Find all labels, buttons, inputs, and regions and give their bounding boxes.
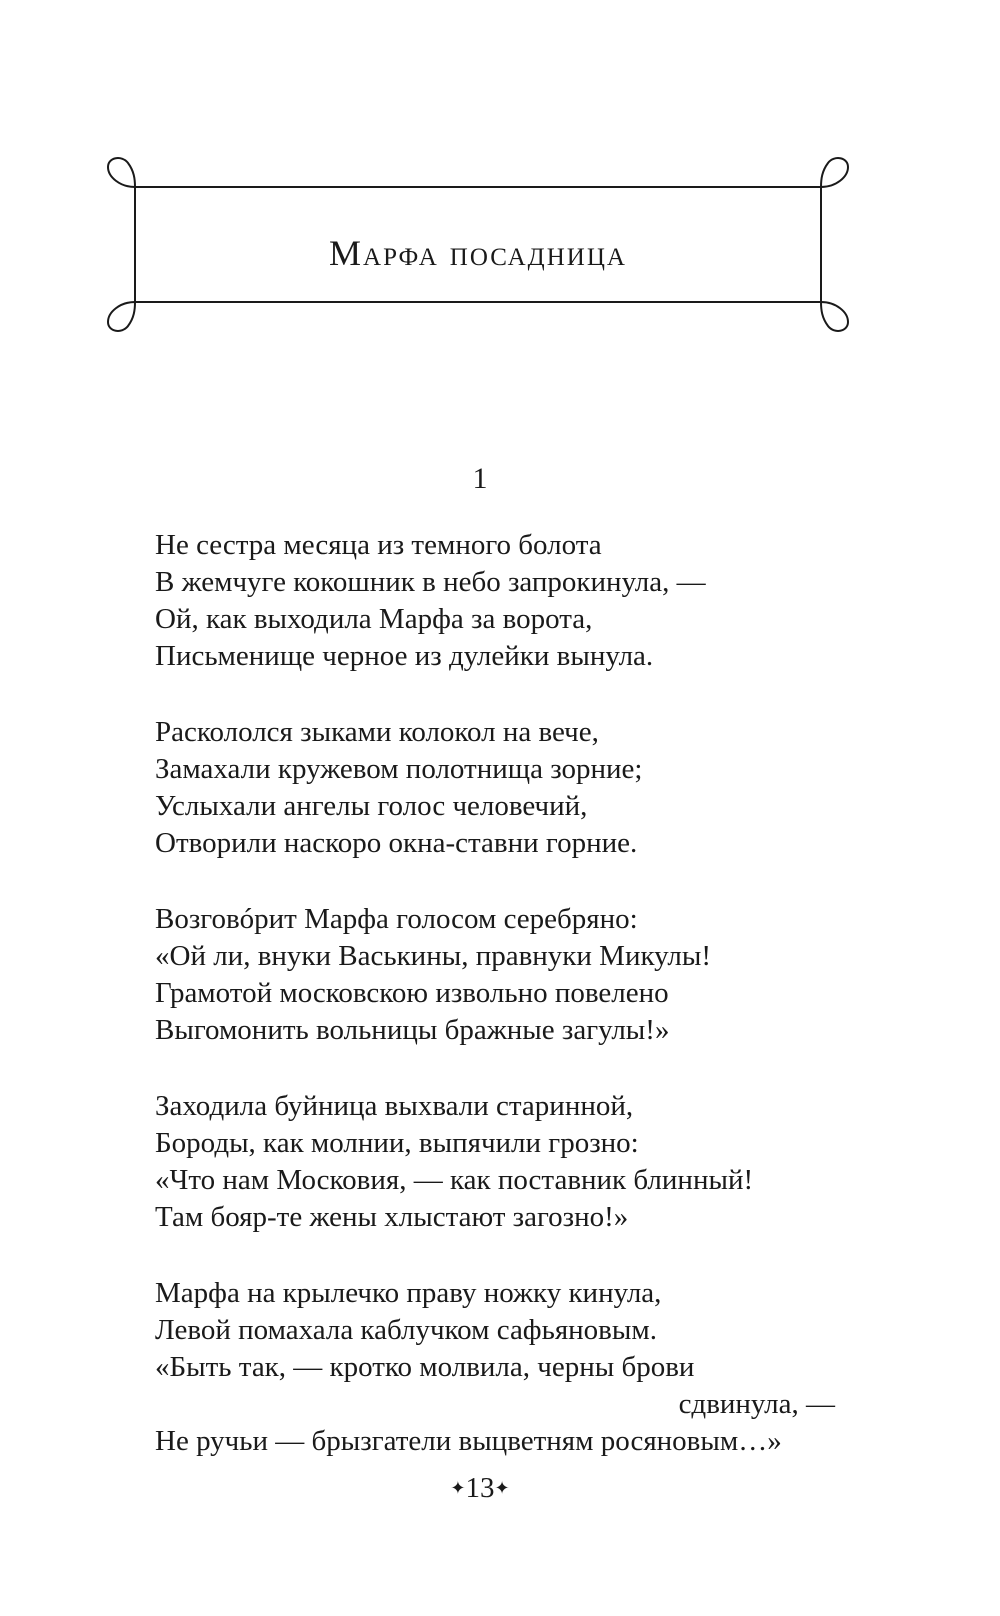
poem-line: Выгомонить вольницы бражные загулы!» [155, 1014, 670, 1046]
poem-line: В жемчуге кокошник в небо запрокинула, — [155, 566, 706, 598]
poem-line: Замахали кружевом полотнища зорние; [155, 753, 643, 785]
star-ornament-icon: ✦ [494, 1478, 510, 1498]
poem-line: Не ручьи — брызгатели выцветням росяновым…» [155, 1425, 782, 1457]
stanza-4 [155, 1088, 835, 1236]
stanza-3 [155, 901, 835, 1049]
poem-line: Возговóрит Марфа голосом серебряно: [155, 903, 638, 935]
poem-line: Левой помахала каблучком сафьяновым. [155, 1314, 657, 1346]
poem-line: Услыхали ангелы голос человечий, [155, 790, 588, 822]
poem-line: Марфа на крылечко праву ножку кинула, [155, 1277, 662, 1309]
poem-line: «Что нам Московия, — как поставник блинный! [155, 1164, 754, 1196]
title-frame [100, 155, 856, 345]
section-number: 1 [472, 462, 488, 495]
page-number: 13 [465, 1472, 495, 1504]
stanza-1 [155, 527, 835, 675]
poem-line: Отворили наскоро окна-ставни горние. [155, 827, 638, 859]
poem-line-continuation: сдвинула, — [678, 1388, 835, 1420]
poem-body [155, 527, 835, 1499]
page-number-footer [0, 1471, 960, 1505]
star-ornament-icon: ✦ [450, 1478, 466, 1498]
poem-line: Заходила буйница выхвали старинной, [155, 1090, 634, 1122]
page-title: Марфа посадница [329, 233, 627, 273]
poem-line: Раскололся зыками колокол на вече, [155, 716, 599, 748]
poem-line: Там бояр-те жены хлыстают загозно!» [155, 1201, 629, 1233]
poem-line: Бороды, как молнии, выпячили грозно: [155, 1127, 639, 1159]
poem-line: Не сестра месяца из темного болота [155, 529, 602, 561]
stanza-2 [155, 714, 835, 862]
poem-line: Письменище черное из дулейки вынула. [155, 640, 654, 672]
poem-line: Ой, как выходила Марфа за ворота, [155, 603, 593, 635]
poem-line: «Ой ли, внуки Васькины, правнуки Микулы! [155, 940, 711, 972]
poem-line: Грамотой московскою извольно повелено [155, 977, 669, 1009]
stanza-5 [155, 1275, 835, 1460]
poem-line: «Быть так, — кротко молвила, черны брови [155, 1351, 695, 1383]
